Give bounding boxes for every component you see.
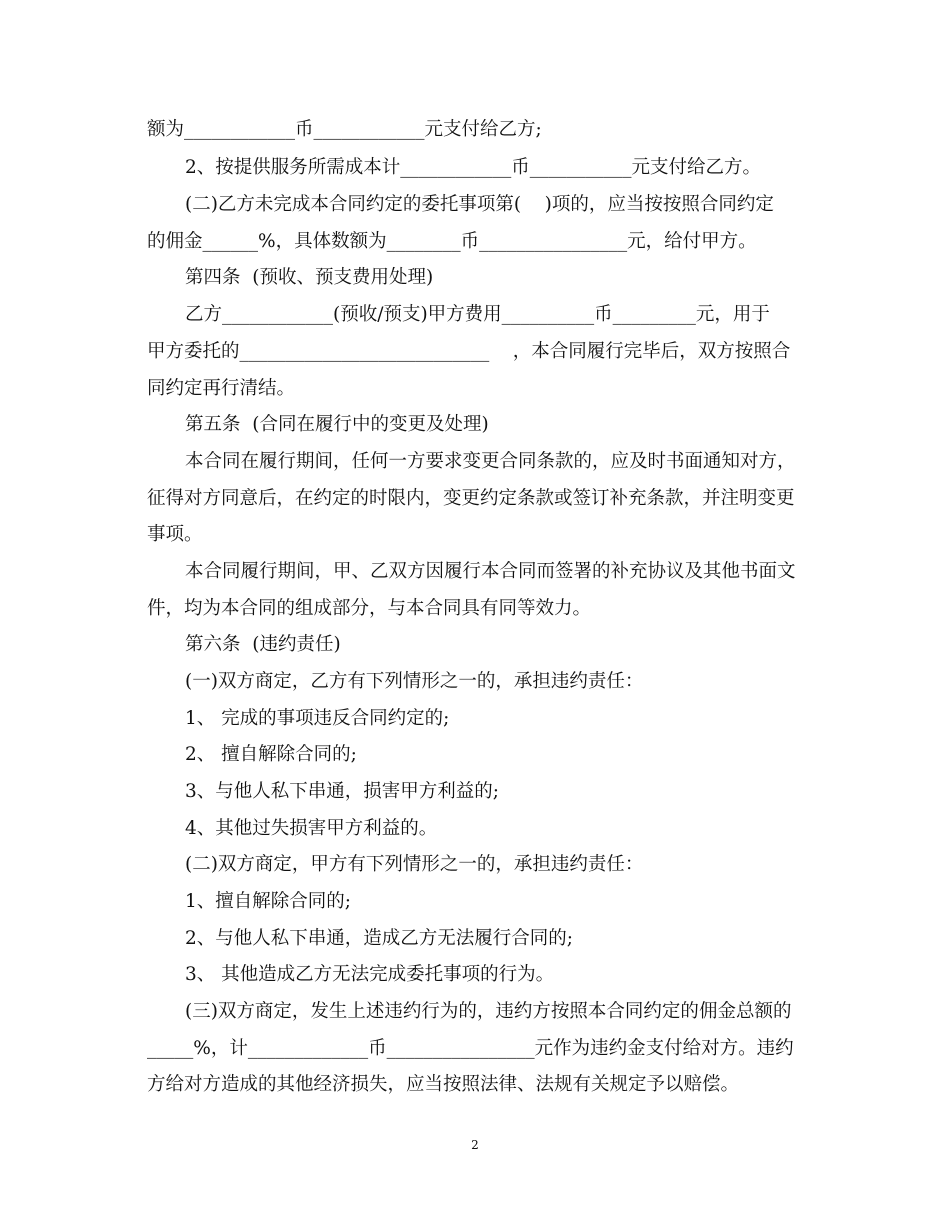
section-heading: 第五条 (合同在履行中的变更及处理) [185,414,489,435]
text-line: 征得对方同意后，在约定的时限内，变更约定条款或签订补充条款，并注明变更 [147,488,795,509]
text-line: 乙方____________(预收/预支)甲方费用__________币_________元，用于 [185,304,770,325]
text-line: 本合同履行期间，甲、乙双方因履行本合同而签署的补充协议及其他书面文 [185,561,796,582]
list-item: 1、擅自解除合同的; [185,891,352,912]
text-line: 同约定再行清结。 [147,378,296,399]
text-line: 本合同在履行期间，任何一方要求变更合同条款的，应及时书面通知对方， [185,451,796,472]
list-item: 2、与他人私下串通，造成乙方无法履行合同的; [185,928,574,949]
section-heading: 第六条 (违约责任) [185,634,341,655]
list-item: 2、 擅自解除合同的; [185,744,357,765]
page-number: 2 [471,1138,479,1152]
text-line: (二)双方商定，甲方有下列情形之一的，承担违约责任： [185,854,644,875]
text-line: (二)乙方未完成本合同约定的委托事项第( )项的，应当按按照合同约定 [185,194,774,215]
list-item: 4、其他过失损害甲方利益的。 [185,818,438,839]
text-line: 的佣金______%，具体数额为________币________________元，给付甲方。 [147,231,757,252]
text-line: _____%，计_____________币________________元作为违约金支付给对方。违约 [147,1038,794,1059]
text-line: (一)双方商定，乙方有下列情形之一的，承担违约责任： [185,671,644,692]
list-item: 3、 其他造成乙方无法完成委托事项的行为。 [185,964,555,985]
text-line: 甲方委托的___________________________ ，本合同履行完毕后，双方按照合 [147,341,791,362]
list-item: 3、与他人私下串通，损害甲方利益的; [185,781,500,802]
text-line: 2、按提供服务所需成本计____________币___________元支付给乙方。 [185,157,762,178]
list-item: 1、 完成的事项违反合同约定的; [185,708,450,729]
section-heading: 第四条 (预收、预支费用处理) [185,267,434,288]
text-line: 事项。 [147,524,203,545]
text-line: 方给对方造成的其他经济损失，应当按照法律、法规有关规定予以赔偿。 [147,1074,740,1095]
text-line: (三)双方商定，发生上述违约行为的，违约方按照本合同约定的佣金总额的 [185,1001,792,1022]
text-line: 件，均为本合同的组成部分，与本合同具有同等效力。 [147,598,592,619]
text-line: 额为____________币____________元支付给乙方; [147,119,542,140]
